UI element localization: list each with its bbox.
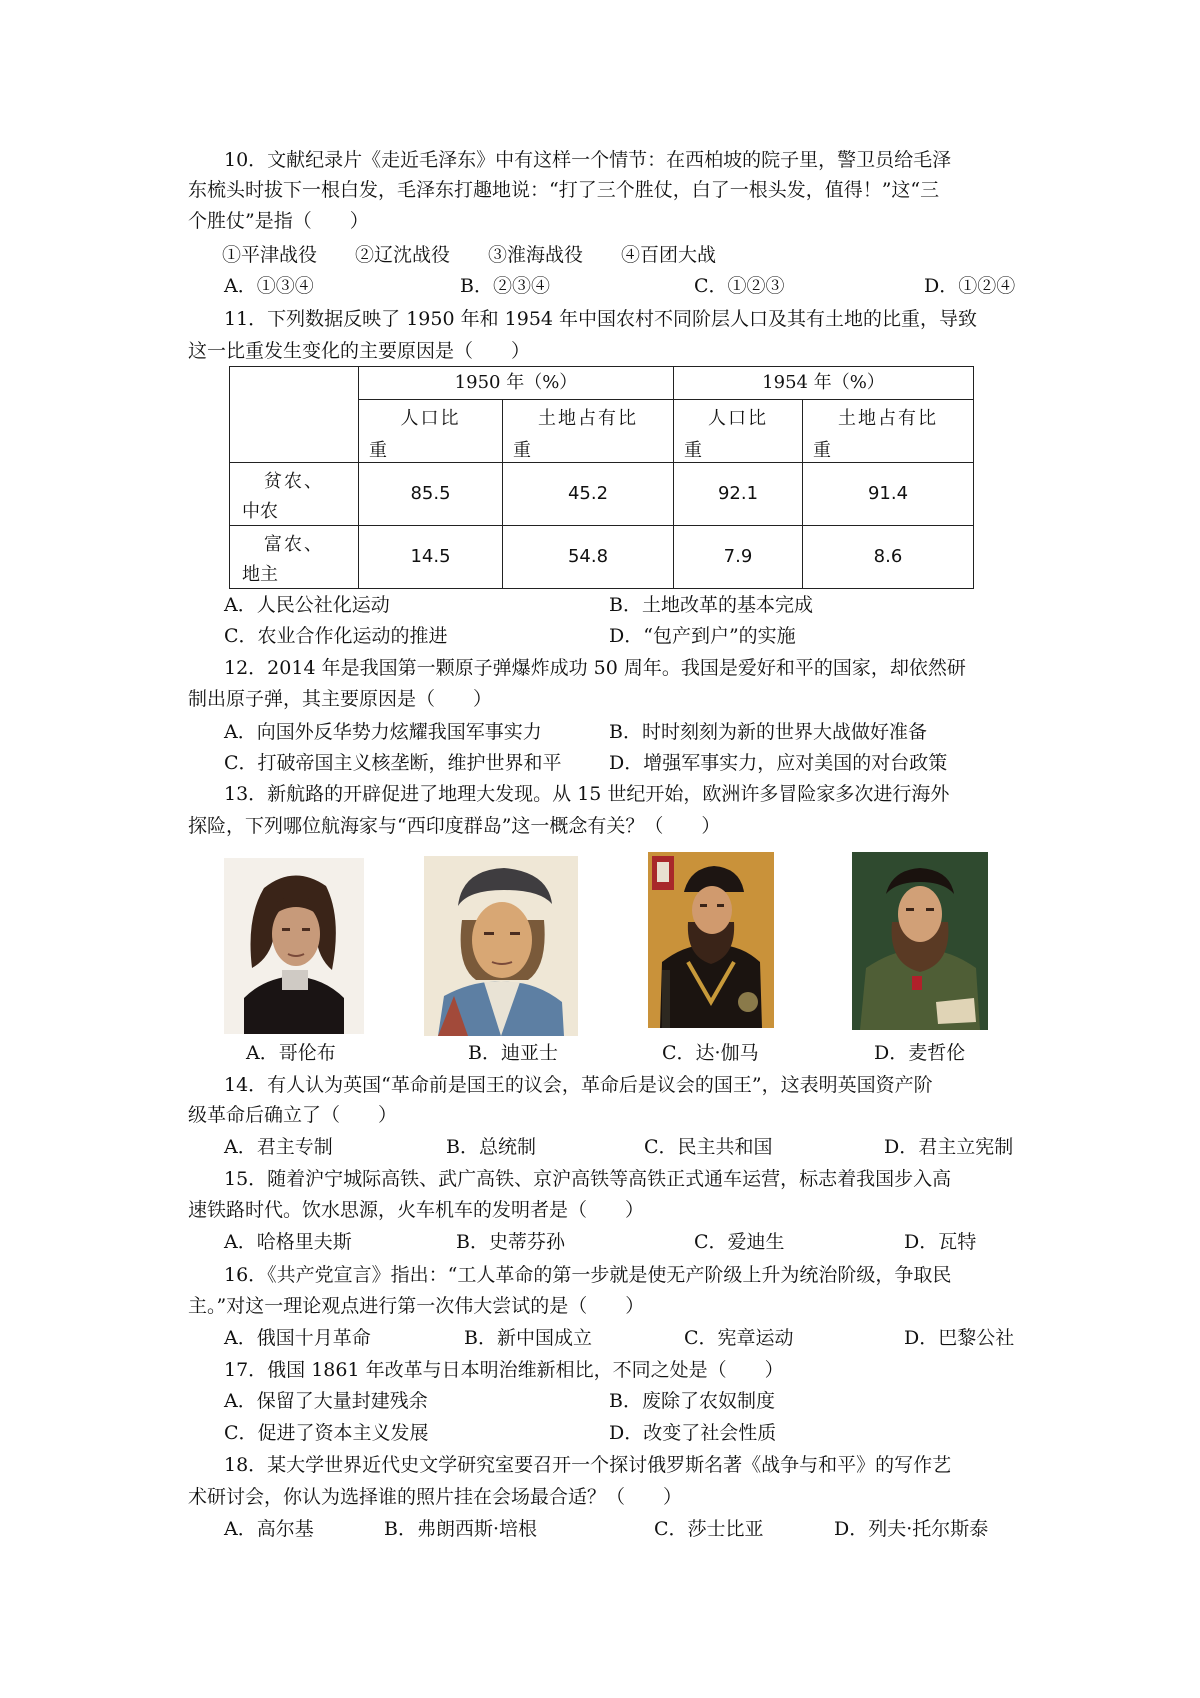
q18-line2: 术研讨会，你认为选择谁的照片挂在会场最合适？（ ） (188, 1486, 683, 1508)
q11-line2: 这一比重发生变化的主要原因是（ ） (188, 340, 531, 362)
q11-option-c: C．农业合作化运动的推进 (224, 625, 448, 647)
q10-option-d: D．①②④ (924, 275, 1016, 297)
table-cell: 54.8 (503, 526, 674, 589)
portrait-magellan-image (852, 852, 988, 1030)
q14-option-c: C．民主共和国 (644, 1136, 773, 1158)
q17-option-d: D．改变了社会性质 (609, 1422, 777, 1444)
q12-line1: 12．2014 年是我国第一颗原子弹爆炸成功 50 周年。我国是爱好和平的国家，却依然研 (224, 657, 966, 679)
q12-options-row2 (224, 748, 1024, 778)
q16-option-d: D．巴黎公社 (904, 1327, 1015, 1349)
q12-options-row1 (224, 717, 1024, 747)
q18-option-a: A．高尔基 (224, 1518, 314, 1540)
q11-option-a: A．人民公社化运动 (224, 594, 390, 616)
table-row-label: 贫农、 中农 (230, 463, 359, 526)
table-header-1954: 1954 年（%） (674, 367, 974, 400)
q17-line1: 17．俄国 1861 年改革与日本明治维新相比，不同之处是（ ） (224, 1359, 784, 1381)
portrait-da-gama-image (648, 852, 774, 1028)
q10-line2: 东梳头时拔下一根白发，毛泽东打趣地说：“打了三个胜仗，白了一根头发，值得！”这“三 (188, 179, 940, 201)
q10-option-a: A．①③④ (224, 275, 314, 297)
q16-options (224, 1323, 1024, 1353)
q10-option-b: B．②③④ (460, 275, 550, 297)
q10-options (224, 271, 1024, 301)
q11-option-b: B．土地改革的基本完成 (609, 594, 813, 616)
q14-line2: 级革命后确立了（ ） (188, 1104, 398, 1126)
q13-option-b: B．迪亚士 (468, 1042, 558, 1064)
q15-option-c: C．爱迪生 (694, 1231, 785, 1253)
q13-line1: 13．新航路的开辟促进了地理大发现。从 15 世纪开始，欧洲许多冒险家多次进行海外 (224, 783, 950, 805)
q14-option-d: D．君主立宪制 (884, 1136, 1014, 1158)
q15-option-a: A．哈格里夫斯 (224, 1231, 352, 1253)
table-subheader-population: 人口比 重 (674, 400, 803, 463)
land-ratio-table (229, 366, 974, 589)
table-subheader-land: 土地占有比 重 (803, 400, 974, 463)
q15-line2: 速铁路时代。饮水思源，火车机车的发明者是（ ） (188, 1199, 645, 1221)
q11-line1: 11．下列数据反映了 1950 年和 1954 年中国农村不同阶层人口及其有土地的比重，导致 (224, 308, 978, 330)
q16-line1: 16．《共产党宣言》指出：“工人革命的第一步就是使无产阶级上升为统治阶级，争取民 (224, 1264, 952, 1286)
table-row (230, 367, 974, 400)
q15-options (224, 1227, 1024, 1257)
table-cell: 7.9 (674, 526, 803, 589)
q17-option-a: A．保留了大量封建残余 (224, 1390, 428, 1412)
q10-option-c: C．①②③ (694, 275, 785, 297)
q16-option-c: C．宪章运动 (684, 1327, 794, 1349)
q10-items: ①平津战役 ②辽沈战役 ③淮海战役 ④百团大战 (222, 244, 717, 266)
table-cell: 85.5 (359, 463, 503, 526)
q13-option-a: A．哥伦布 (246, 1042, 336, 1064)
table-cell: 14.5 (359, 526, 503, 589)
table-corner-cell (230, 367, 359, 463)
table-row (230, 526, 974, 589)
q14-option-b: B．总统制 (446, 1136, 536, 1158)
table-row (230, 463, 974, 526)
table-cell: 92.1 (674, 463, 803, 526)
q18-line1: 18．某大学世界近代史文学研究室要召开一个探讨俄罗斯名著《战争与和平》的写作艺 (224, 1454, 952, 1476)
q11-options-row1 (224, 590, 1024, 620)
table-cell: 8.6 (803, 526, 974, 589)
q17-option-c: C．促进了资本主义发展 (224, 1422, 429, 1444)
q16-line2: 主。”对这一理论观点进行第一次伟大尝试的是（ ） (188, 1295, 645, 1317)
q15-line1: 15．随着沪宁城际高铁、武广高铁、京沪高铁等高铁正式通车运营，标志着我国步入高 (224, 1168, 952, 1190)
q12-option-b: B．时时刻刻为新的世界大战做好准备 (609, 721, 927, 743)
q15-option-b: B．史蒂芬孙 (456, 1231, 565, 1253)
q16-option-b: B．新中国成立 (464, 1327, 592, 1349)
portrait-columbus-image (224, 858, 364, 1034)
q11-options-row2 (224, 621, 1024, 651)
q14-options (224, 1132, 1024, 1162)
q13-option-c: C．达·伽马 (662, 1042, 759, 1064)
q12-option-c: C．打破帝国主义核垄断，维护世界和平 (224, 752, 562, 774)
q13-option-d: D．麦哲伦 (874, 1042, 966, 1064)
q10-line1: 10．文献纪录片《走近毛泽东》中有这样一个情节：在西柏坡的院子里，警卫员给毛泽 (224, 149, 952, 171)
q18-option-d: D．列夫·托尔斯泰 (834, 1518, 989, 1540)
q15-option-d: D．瓦特 (904, 1231, 977, 1253)
q17-option-b: B．废除了农奴制度 (609, 1390, 775, 1412)
q14-option-a: A．君主专制 (224, 1136, 333, 1158)
table-cell: 45.2 (503, 463, 674, 526)
q13-line2: 探险，下列哪位航海家与“西印度群岛”这一概念有关？（ ） (188, 815, 721, 837)
q17-options-row2 (224, 1418, 1024, 1448)
q14-line1: 14．有人认为英国“革命前是国王的议会，革命后是议会的国王”，这表明英国资产阶 (224, 1074, 933, 1096)
q18-options (224, 1514, 1024, 1544)
portrait-dias-image (424, 856, 578, 1036)
q16-option-a: A．俄国十月革命 (224, 1327, 371, 1349)
q12-line2: 制出原子弹，其主要原因是（ ） (188, 688, 493, 710)
q12-option-a: A．向国外反华势力炫耀我国军事实力 (224, 721, 542, 743)
q17-options-row1 (224, 1386, 1024, 1416)
q18-option-c: C．莎士比亚 (654, 1518, 764, 1540)
table-header-1950: 1950 年（%） (359, 367, 674, 400)
table-row-label: 富农、 地主 (230, 526, 359, 589)
table-subheader-population: 人口比 重 (359, 400, 503, 463)
table-cell: 91.4 (803, 463, 974, 526)
q10-line3: 个胜仗”是指（ ） (188, 210, 369, 232)
q18-option-b: B．弗朗西斯·培根 (384, 1518, 538, 1540)
table-subheader-land: 土地占有比 重 (503, 400, 674, 463)
q12-option-d: D．增强军事实力，应对美国的对台政策 (609, 752, 948, 774)
q11-option-d: D．“包产到户”的实施 (609, 625, 796, 647)
